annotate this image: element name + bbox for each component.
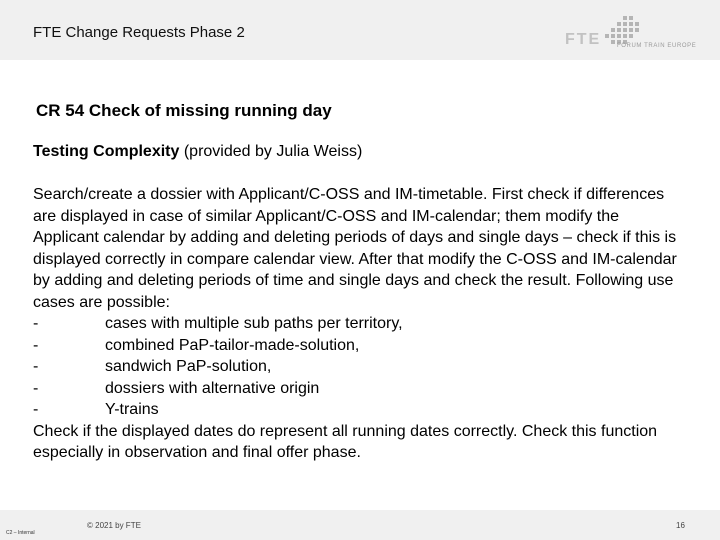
closing-paragraph: Check if the displayed dates do represent all running dates correctly. Check this function especially in observation and final offer phase. [33,422,658,461]
header-title: FTE Change Requests Phase 2 [33,24,245,41]
list-item: - cases with multiple sub paths per territory, [33,315,403,332]
list-item: - dossiers with alternative origin [33,379,320,397]
list-item: - combined PaP-tailor-made-solution, [33,336,360,354]
page-number: 16 [676,521,685,530]
logo-letters: FTE [565,31,602,48]
slide-title: CR 54 Check of missing running day [36,101,332,120]
complexity-note: (provided by Julia Weiss) [179,143,363,160]
body-text [33,184,683,464]
classification-label: C2 – Internal [6,530,35,536]
copyright-text: © 2021 by FTE [87,521,141,530]
complexity-label: Testing Complexity [33,143,180,160]
list-item: - sandwich PaP-solution, [33,358,272,375]
intro-paragraph: Search/create a dossier with Applicant/C-OSS and IM-timetable. First check if differences are displayed in case of similar Applicant/C-OSS and IM-calendar; them modify the Applicant calendar by adding and deleting periods of days and single days – check if this is displayed correctly in compare calendar view. After that modify the C-OSS and IM-calendar by adding and deleting periods of time and single days and check the result. Following use cases are possible: [33,186,677,311]
logo-subtitle: FORUM TRAIN EUROPE [617,43,697,49]
testing-complexity-line [33,143,362,161]
list-item: - Y-trains [33,401,159,418]
fte-logo [565,14,690,60]
